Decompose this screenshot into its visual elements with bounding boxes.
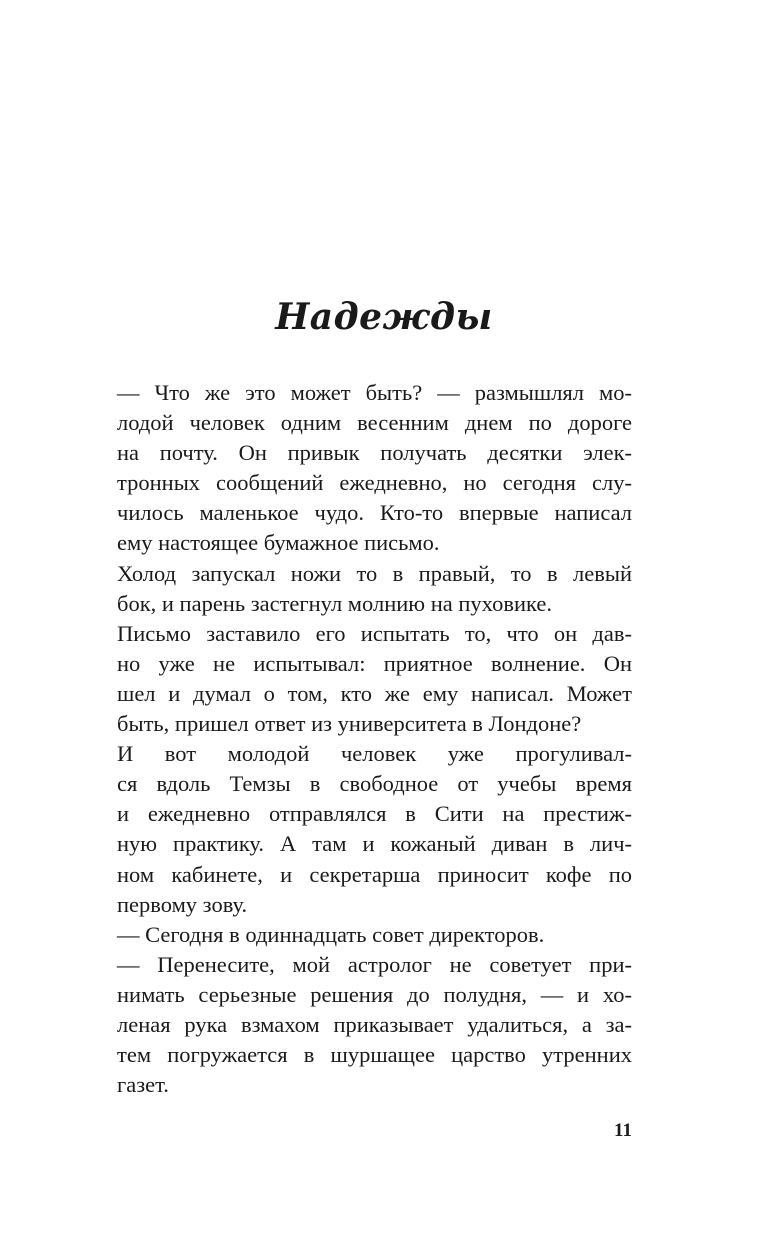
text-line: бок, и парень застегнул молнию на пуховике. xyxy=(117,590,552,616)
text-line: но уже не испытывал: приятное волнение. Он xyxy=(117,650,632,676)
text-line: Холод запускал ножи то в правый, то в левый xyxy=(117,560,632,586)
text-line: леная рука взмахом приказывает удалиться, а за- xyxy=(117,1011,632,1037)
text-line: Письмо заставило его испытать то, что он дав- xyxy=(117,620,632,646)
text-line: первому зову. xyxy=(117,891,248,917)
text-line: на почту. Он привык получать десятки элек- xyxy=(117,440,632,466)
text-line: и ежедневно отправлялся в Сити на престиж- xyxy=(117,801,632,827)
body-text xyxy=(117,378,632,1100)
text-line: ему настоящее бумажное письмо. xyxy=(117,530,440,556)
text-line: ную практику. А там и кожаный диван в лич- xyxy=(117,831,632,857)
text-line: тронных сообщений ежедневно, но сегодня слу- xyxy=(117,470,632,496)
text-line: — Что же это может быть? — размышлял мо- xyxy=(117,380,632,405)
text-line: ся вдоль Темзы в свободное от учебы время xyxy=(117,771,632,797)
text-line: газет. xyxy=(117,1072,169,1098)
page-number: 11 xyxy=(614,1120,632,1141)
text-line: нимать серьезные решения до полудня, — и хо- xyxy=(117,981,632,1007)
text-line: — Сегодня в одиннадцать совет директоров. xyxy=(117,921,545,947)
text-line: шел и думал о том, кто же ему написал. Может xyxy=(117,680,632,706)
text-line: чилось маленькое чудо. Кто-то впервые написал xyxy=(117,500,632,526)
text-line: ном кабинете, и секретарша приносит кофе по xyxy=(117,861,632,887)
chapter-title: Надежды xyxy=(275,296,493,338)
text-line: — Перенесите, мой астролог не советует при- xyxy=(117,951,632,977)
text-line: лодой человек одним весенним днем по дороге xyxy=(117,410,632,436)
text-line: быть, пришел ответ из университета в Лондоне? xyxy=(117,711,582,737)
text-line: И вот молодой человек уже прогуливал- xyxy=(117,741,632,767)
text-line: тем погружается в шуршащее царство утренних xyxy=(117,1042,632,1068)
